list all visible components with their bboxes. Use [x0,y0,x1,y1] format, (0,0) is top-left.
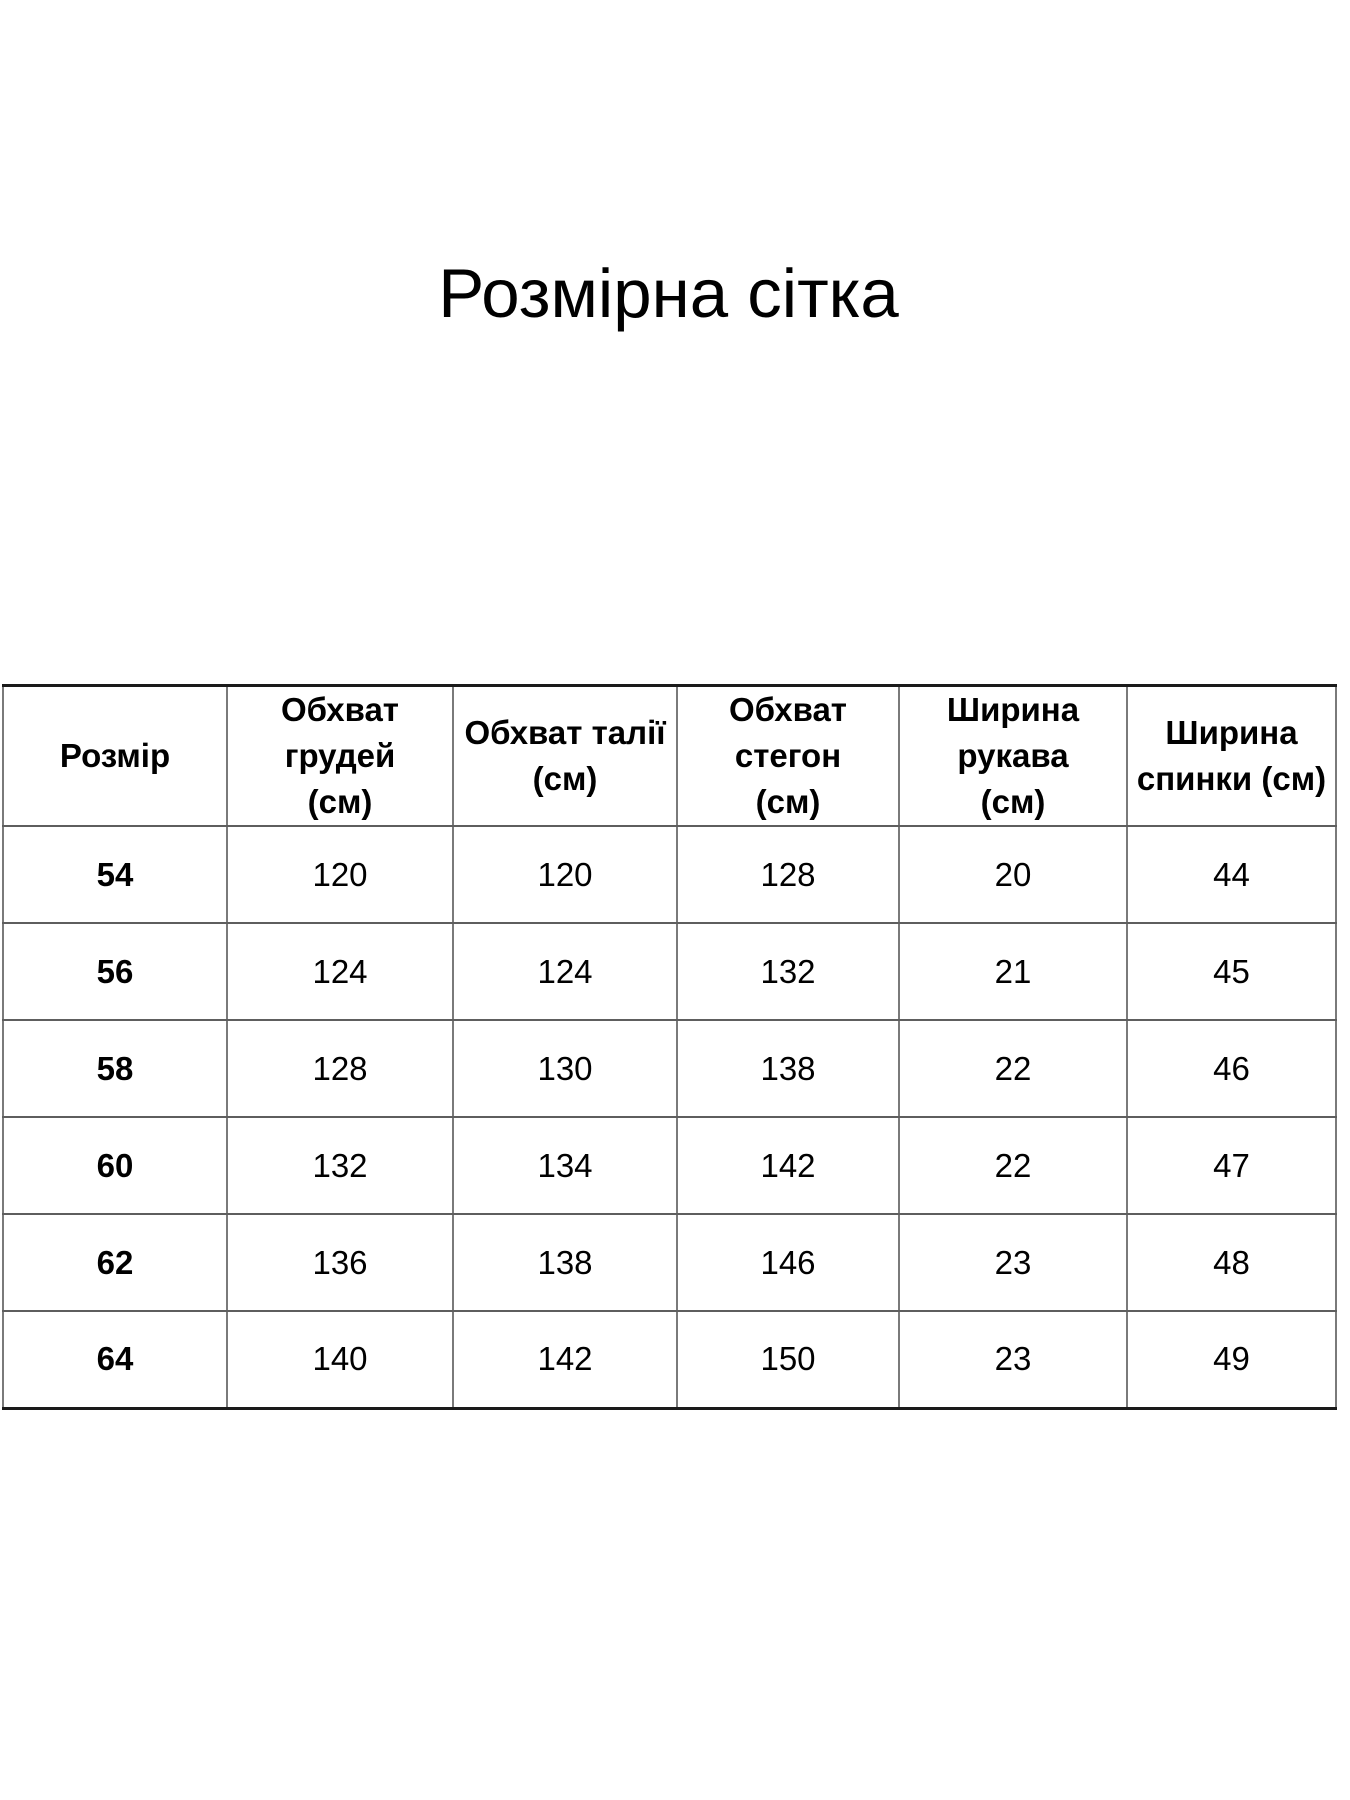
column-header-line: (см) [755,783,821,820]
cell-back-width: 47 [1127,1117,1336,1214]
cell-size: 64 [3,1311,227,1408]
table-row [3,1214,1336,1311]
column-header-line: спинки (см) [1136,760,1327,797]
column-header-line: (см) [532,760,598,797]
table-row [3,1117,1336,1214]
cell-sleeve-width: 20 [899,826,1127,923]
table-body [3,826,1336,1408]
cell-waist: 134 [453,1117,677,1214]
table-row [3,1311,1336,1408]
cell-waist: 120 [453,826,677,923]
column-header-line: Обхват стегон [729,691,847,774]
cell-chest: 132 [227,1117,453,1214]
cell-size: 56 [3,923,227,1020]
cell-hips: 138 [677,1020,899,1117]
cell-back-width: 44 [1127,826,1336,923]
cell-size: 62 [3,1214,227,1311]
table-row [3,1020,1336,1117]
cell-chest: 124 [227,923,453,1020]
cell-sleeve-width: 22 [899,1117,1127,1214]
column-header-waist [453,686,677,827]
cell-hips: 128 [677,826,899,923]
cell-waist: 124 [453,923,677,1020]
cell-sleeve-width: 23 [899,1214,1127,1311]
cell-waist: 142 [453,1311,677,1408]
column-header-line: Обхват грудей [281,691,399,774]
cell-sleeve-width: 21 [899,923,1127,1020]
column-header-hips [677,686,899,827]
cell-hips: 142 [677,1117,899,1214]
cell-hips: 132 [677,923,899,1020]
cell-sleeve-width: 23 [899,1311,1127,1408]
cell-chest: 120 [227,826,453,923]
cell-back-width: 48 [1127,1214,1336,1311]
cell-back-width: 46 [1127,1020,1336,1117]
column-header-sleeve-width [899,686,1127,827]
page-title: Розмірна сітка [438,255,899,332]
column-header-size [3,686,227,827]
cell-back-width: 45 [1127,923,1336,1020]
cell-hips: 150 [677,1311,899,1408]
cell-waist: 130 [453,1020,677,1117]
header-row [3,686,1336,827]
column-header-line: Розмір [59,737,171,774]
table-row [3,826,1336,923]
cell-size: 60 [3,1117,227,1214]
cell-size: 58 [3,1020,227,1117]
cell-sleeve-width: 22 [899,1020,1127,1117]
column-header-line: (см) [307,783,373,820]
cell-waist: 138 [453,1214,677,1311]
cell-chest: 128 [227,1020,453,1117]
cell-size: 54 [3,826,227,923]
column-header-line: (см) [980,783,1046,820]
column-header-line: Ширина рукава [946,691,1080,774]
column-header-back-width [1127,686,1336,827]
cell-hips: 146 [677,1214,899,1311]
column-header-line: Обхват талії [464,714,666,751]
column-header-chest [227,686,453,827]
table-row [3,923,1336,1020]
cell-chest: 136 [227,1214,453,1311]
table-header [3,686,1336,827]
size-chart-table [2,684,1337,1410]
cell-back-width: 49 [1127,1311,1336,1408]
cell-chest: 140 [227,1311,453,1408]
column-header-line: Ширина [1165,714,1298,751]
